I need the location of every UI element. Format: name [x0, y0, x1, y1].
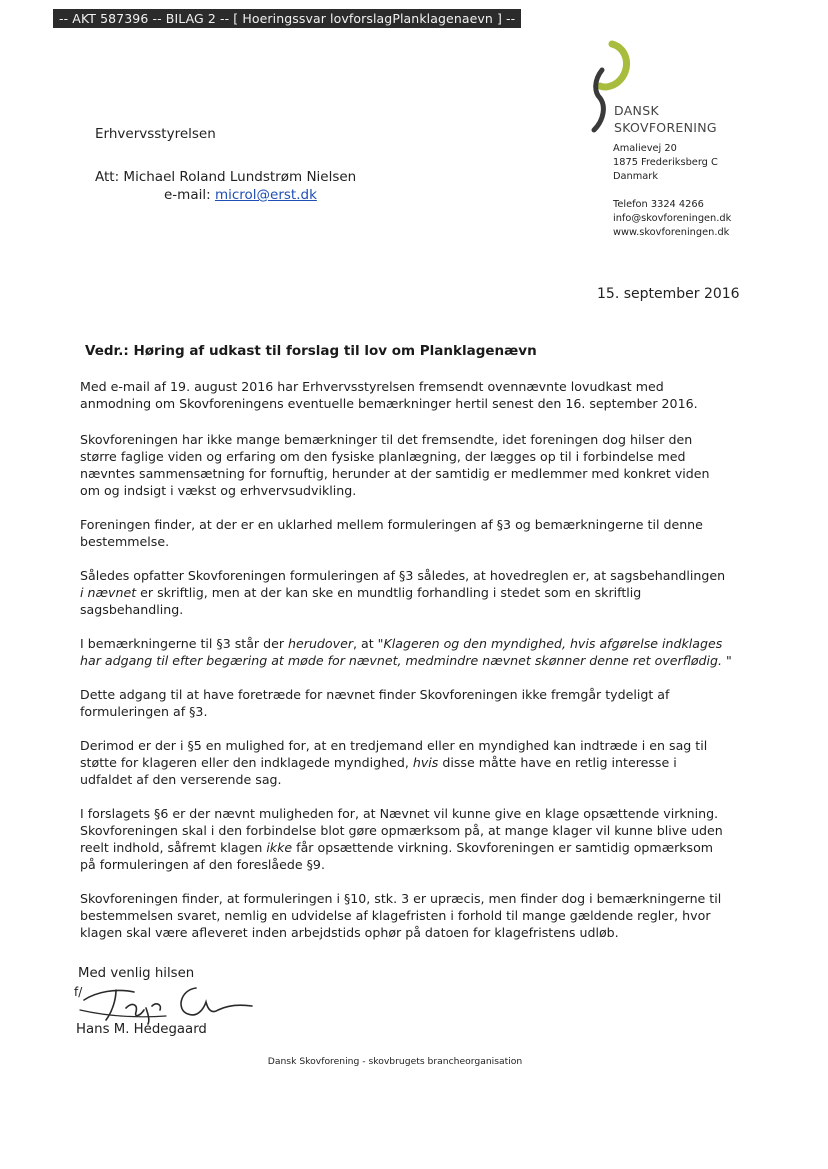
recipient-org: Erhvervsstyrelsen: [95, 126, 216, 142]
text-run: I forslagets §6 er der nævnt muligheden for, at Nævnet vil kunne give en klage opsættende virkning. Skovforeningen skal i den forbindelse blot gøre opmærksom på, at mange klager vil kunne blive uden reelt indhold, såfremt klagen: [80, 806, 723, 855]
logo-wordmark: [614, 102, 717, 136]
text-run: Således opfatter Skovforeningen formuleringen af §3 således, at hovedreglen er, at sagsbehandlingen: [80, 568, 726, 583]
sender-address: [613, 142, 718, 184]
page-footer: Dansk Skovforening - skovbrugets brancheorganisation: [267, 1056, 523, 1067]
per-procurationem-mark: f/: [74, 985, 83, 999]
document-stamp: -- AKT 587396 -- BILAG 2 -- [ Hoeringssvar lovforslagPlanklagenaevn ] --: [53, 9, 521, 28]
letter-date: 15. september 2016: [597, 286, 740, 302]
website-line: www.skovforeningen.dk: [613, 227, 730, 238]
italic-run: i nævnet: [80, 585, 137, 600]
text-run: Derimod er der i §5 en mulighed for, at en tredjemand eller en myndighed kan indtræde i en sag til støtte for klageren eller den indklagede myndighed,: [80, 738, 708, 770]
paragraph: Med e-mail af 19. august 2016 har Erhvervsstyrelsen fremsendt ovennævnte lovudkast med anmodning om Skovforeningens eventuelle bemærkninger hertil senest den 16. september 2016.: [80, 379, 698, 411]
letter-subject: Vedr.: Høring af udkast til forslag til lov om Planklagenævn: [85, 343, 537, 359]
paragraph: [80, 737, 732, 788]
sender-contact: [613, 198, 731, 240]
paragraph: [80, 805, 732, 873]
closing-greeting: Med venlig hilsen: [78, 966, 195, 981]
logo-name-line2: SKOVFORENING: [614, 120, 717, 135]
italic-run: hvis: [412, 755, 439, 770]
paragraph: Skovforeningen har ikke mange bemærkninger til det fremsendte, idet foreningen dog hilser den større faglige viden og erfaring om den fysiske planlægning, der lægges op til i forbindelse med nævntes sammensætning for fornuftig, herunder at der samtidig er medlemmer med konkret viden om og indsigt i vækst og erhvervsudvikling.: [80, 432, 710, 498]
phone-line: Telefon 3324 4266: [613, 199, 704, 210]
italic-quote: Klageren og den myndighed, hvis afgørelse indklages har adgang til efter begæring at møde for nævnet, medmindre nævnet skønner denne ret overflødig. ": [80, 636, 732, 668]
letter-body: [80, 378, 732, 958]
italic-run: ikke: [266, 840, 293, 855]
email-line: info@skovforeningen.dk: [613, 213, 732, 224]
text-run: er skriftlig, men at der kan ske en mundtlig forhandling i stedet som en skriftlig sagsbehandling.: [80, 585, 642, 617]
paragraph: Dette adgang til at have foretræde for nævnet finder Skovforeningen ikke fremgår tydeligt af formuleringen af §3.: [80, 687, 670, 719]
handwritten-signature: [76, 980, 276, 1026]
address-line: Amalievej 20: [613, 143, 677, 154]
signer-name: Hans M. Hedegaard: [76, 1022, 207, 1037]
attention-line: Att: Michael Roland Lundstrøm Nielsen: [95, 169, 357, 185]
recipient-email-line: [95, 186, 356, 204]
paragraph: [80, 635, 732, 669]
logo-name-line1: DANSK: [614, 103, 659, 118]
paragraph: Foreningen finder, at der er en uklarhed mellem formuleringen af §3 og bemærkningerne til denne bestemmelse.: [80, 517, 703, 549]
address-line: Danmark: [613, 171, 659, 182]
text-run: disse måtte have en retlig interesse i udfaldet af den verserende sag.: [80, 755, 677, 787]
recipient-attention: [95, 168, 356, 204]
paragraph: Skovforeningen finder, at formuleringen i §10, stk. 3 er upræcis, men finder dog i bemærkningerne til bestemmelsen svaret, nemlig en udvidelse af klagefristen i forhold til mange gældende regler, hvor klagen skal være afleveret inden arbejdstids ophør på datoen for klagefristens udløb.: [80, 891, 722, 940]
text-run: får opsættende virkning. Skovforeningen er samtidig opmærksom på formuleringen af den foreslåede §9.: [80, 840, 714, 872]
text-run: I bemærkningerne til §3 står der: [80, 636, 289, 651]
email-label: e-mail:: [164, 187, 215, 203]
address-line: 1875 Frederiksberg C: [613, 157, 718, 168]
italic-run: herudover: [288, 636, 353, 651]
recipient-email-link[interactable]: microl@erst.dk: [214, 187, 317, 203]
paragraph: [80, 567, 732, 618]
text-run: , at ": [353, 636, 384, 651]
